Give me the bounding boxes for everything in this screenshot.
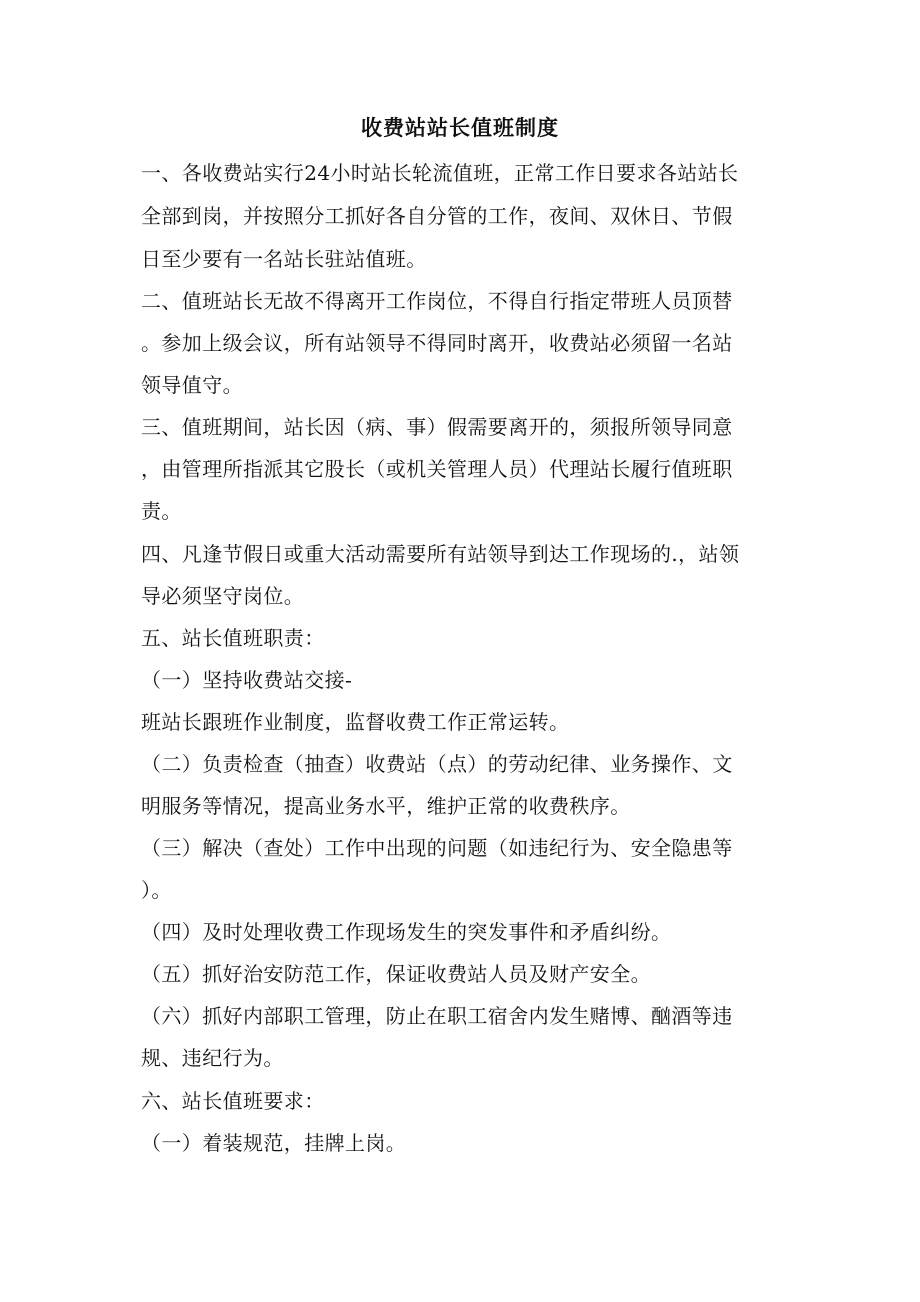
paragraph-line: ，由管理所指派其它股长（或机关管理人员）代理站长履行值班职 [141, 457, 733, 481]
paragraph-line: 领导值守。 [141, 373, 243, 397]
paragraph-line: （三）解决（查处）工作中出现的问题（如违纪行为、安全隐患等 [141, 836, 733, 860]
paragraph-line: （五）抓好治安防范工作，保证收费站人员及财产安全。 [141, 962, 651, 986]
paragraph-line: 日至少要有一名站长驻站值班。 [141, 247, 427, 271]
paragraph-line: 责。 [141, 499, 182, 523]
paragraph-line: 五、站长值班职责： [141, 626, 325, 650]
page-title: 收费站站长值班制度 [361, 116, 559, 140]
paragraph-line: 。参加上级会议，所有站领导不得同时离开，收费站必须留一名站 [141, 331, 733, 355]
paragraph-line: （二）负责检查（抽查）收费站（点）的劳动纪律、业务操作、文 [141, 752, 733, 776]
paragraph-line: 班站长跟班作业制度，监督收费工作正常运转。 [141, 710, 570, 734]
paragraph-line: （六）抓好内部职工管理，防止在职工宿舍内发生赌博、酗酒等违 [141, 1004, 733, 1028]
paragraph-line: 导必须坚守岗位。 [141, 584, 305, 608]
paragraph-line: 规、违纪行为。 [141, 1046, 284, 1070]
paragraph-line: 三、值班期间，站长因（病、事）假需要离开的，须报所领导同意 [141, 415, 733, 439]
paragraph-line: ）。 [141, 878, 172, 902]
paragraph-line: 二、值班站长无故不得离开工作岗位，不得自行指定带班人员顶替 [141, 289, 733, 313]
paragraph-line: 四、凡逢节假日或重大活动需要所有站领导到达工作现场的.，站领 [141, 542, 740, 566]
paragraph-line: （四）及时处理收费工作现场发生的突发事件和矛盾纠纷。 [141, 920, 672, 944]
paragraph-line: （一）坚持收费站交接- [141, 668, 353, 692]
paragraph-line: 明服务等情况，提高业务水平，维护正常的收费秩序。 [141, 794, 631, 818]
paragraph-line: 六、站长值班要求： [141, 1089, 325, 1113]
paragraph-line: （一）着装规范，挂牌上岗。 [141, 1131, 407, 1155]
paragraph-line: 全部到岗，并按照分工抓好各自分管的工作，夜间、双休日、节假 [141, 204, 733, 228]
paragraph-line: 一、各收费站实行24小时站长轮流值班，正常工作日要求各站站长 [141, 161, 739, 185]
